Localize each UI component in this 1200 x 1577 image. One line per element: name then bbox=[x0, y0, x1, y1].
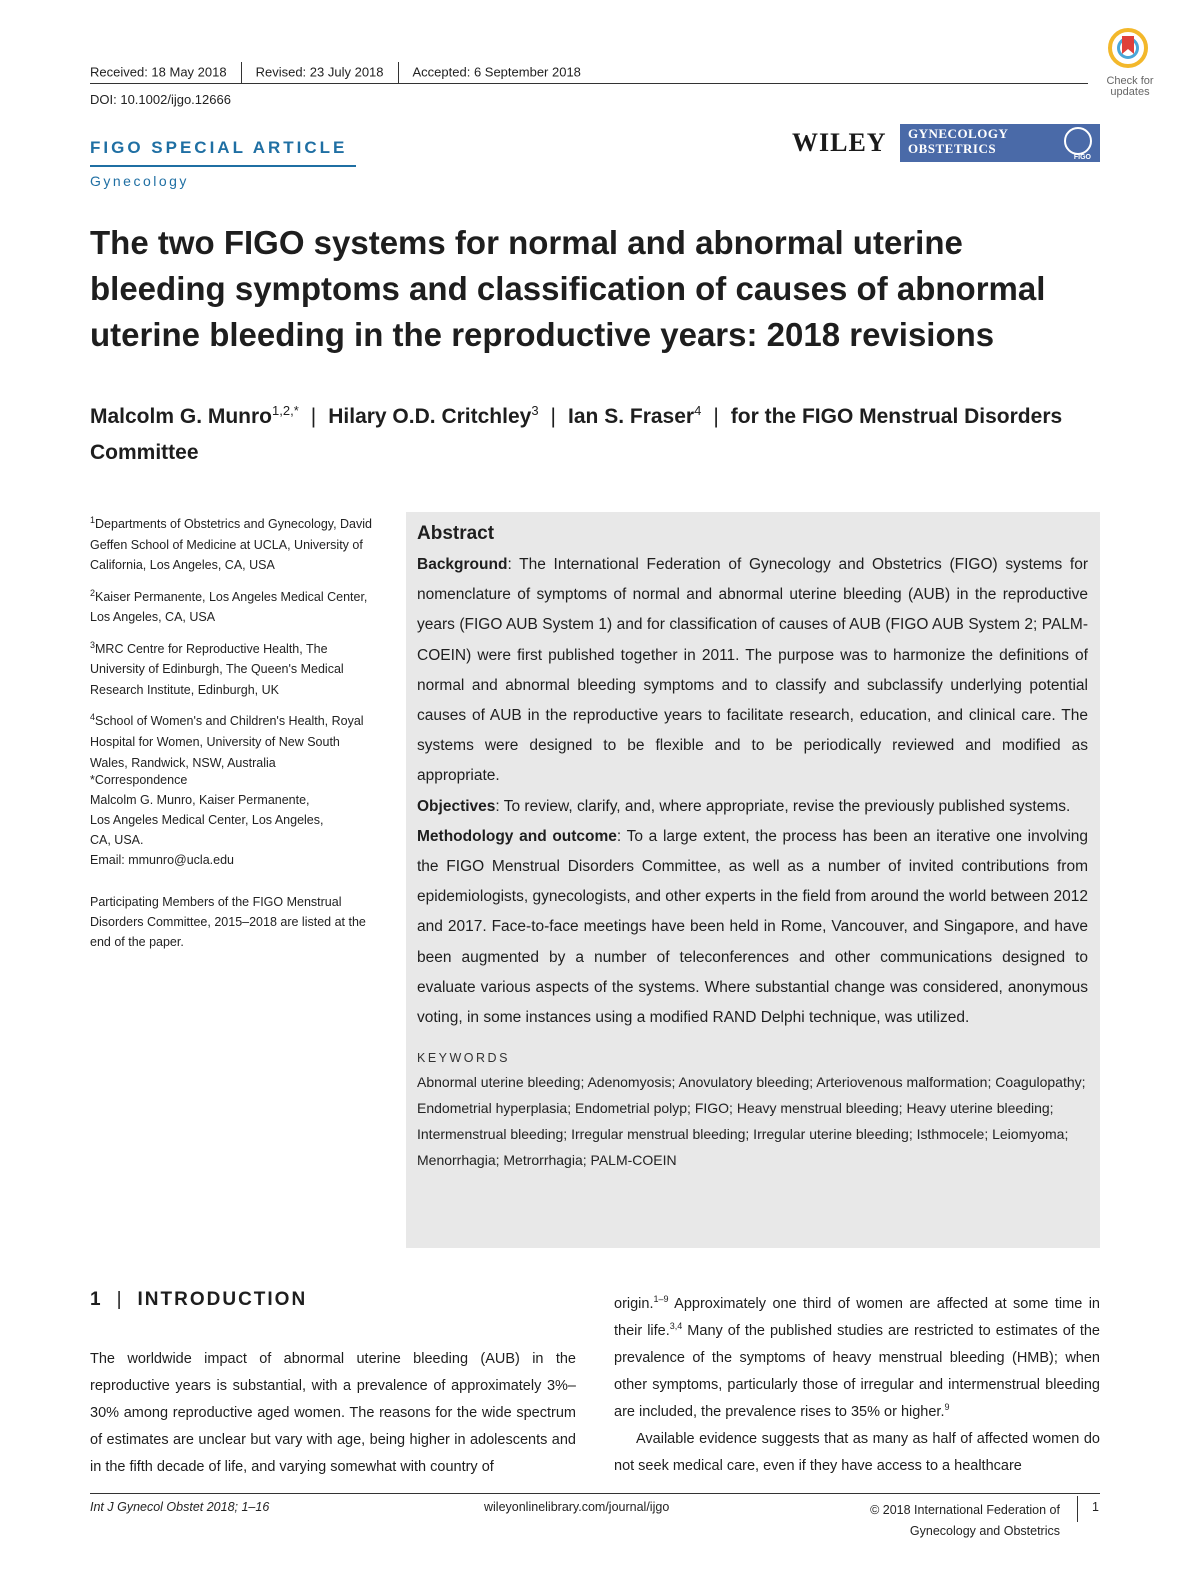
article-type: FIGO SPECIAL ARTICLE bbox=[90, 138, 348, 157]
author-name[interactable]: Malcolm G. Munro bbox=[90, 405, 273, 428]
divider bbox=[398, 62, 399, 84]
affiliation: $^4$School of Women's and Children's Health, Royal Hospital for Women, University of New South Wales, Randwick, NSW, Australia bbox=[90, 712, 364, 770]
author-affiliation-mark[interactable]: 3 bbox=[531, 403, 539, 418]
author-affiliation-mark[interactable]: 4 bbox=[694, 403, 702, 418]
abstract-heading: Abstract bbox=[417, 523, 495, 544]
correspondence-heading: *Correspondence bbox=[90, 773, 188, 787]
revised-date: Revised: 23 July 2018 bbox=[255, 64, 384, 80]
check-for-updates-badge[interactable] bbox=[1090, 24, 1170, 104]
abstract-methodology: Methodology and outcome: To a large extent, the process has been an iterative one involving the FIGO Menstrual Disorders Committee, as well as a number of invited contributions from epidemiologists, gynecologists, and other experts in the field from around the world between 2012 and 2017. Face-to-face meetings have been held in Rome, Vancouver, and Singapore, and have been augmented by a number of teleconferences and other communications designed to evaluate various aspects of the systems. Where substantial change was considered, anonymous voting, in some instances using a modified RAND Delphi technique, was utilized. bbox=[417, 827, 1088, 1027]
divider bbox=[241, 62, 242, 84]
received-date: Received: 18 May 2018 bbox=[90, 64, 227, 80]
figo-emblem-icon bbox=[1064, 127, 1092, 155]
check-updates-label: Check for updates bbox=[1106, 75, 1154, 98]
intro-paragraph: The worldwide impact of abnormal uterine bleeding (AUB) in the reproductive years is substantial, with a prevalence of approximately 3%–30% among reproductive aged women. The reasons for the wide spectrum of estimates are unclear but vary with age, being higher in adolescents and in the fifth decade of life, and varying somewhat with country of bbox=[90, 1351, 576, 1475]
author-name[interactable]: Ian S. Fraser bbox=[568, 405, 695, 428]
abstract-box bbox=[406, 512, 1100, 1248]
accepted-date: Accepted: 6 September 2018 bbox=[412, 64, 581, 80]
affiliation: $^2$Kaiser Permanente, Los Angeles Medical Center, Los Angeles, CA, USA bbox=[90, 587, 368, 625]
citation-ref[interactable]: 9 bbox=[944, 1402, 950, 1413]
affiliation: $^1$Departments of Obstetrics and Gynecology, David Geffen School of Medicine at UCLA, University of California, Los Angeles, CA, USA bbox=[90, 515, 372, 573]
intro-paragraph: Available evidence suggests that as many as half of affected women do not seek medical care, even if they have access to a healthcare bbox=[614, 1431, 1100, 1474]
page-number: 1 bbox=[1092, 1500, 1099, 1514]
footer-copyright: © 2018 International Federation of Gynecology and Obstetrics bbox=[870, 1503, 1060, 1538]
publisher-logo[interactable]: WILEY bbox=[792, 128, 887, 157]
intro-paragraph: origin.$^{1-9}$ Approximately one third of women are affected at some time in their life.$^{3,4}$ Many of the published studies are restricted to estimates of the prevalence of the symptoms of heavy menstrual bleeding (HMB); when other symptoms, particularly those of irregular and intermenstrual bleeding are included, the prevalence rises to 35% or higher.$^9$ bbox=[614, 1294, 1100, 1420]
section-heading: 1 | INTRODUCTION bbox=[90, 1289, 308, 1310]
article-title: The two FIGO systems for normal and abnormal uterine bleeding symptoms and classification of causes of abnormal uterine bleeding in the reproductive years: 2018 revisions bbox=[90, 224, 1046, 353]
footer-divider bbox=[1077, 1496, 1078, 1522]
author-affiliation-mark[interactable]: 1,2,* bbox=[272, 403, 299, 418]
citation-ref[interactable]: 1–9 bbox=[653, 1294, 669, 1305]
header-rule bbox=[90, 83, 1088, 84]
abstract-background: Background: The International Federation of Gynecology and Obstetrics (FIGO) systems for nomenclature of symptoms of normal and abnormal uterine bleeding (AUB) in the reproductive years (FIGO AUB System 1) and for classification of causes of AUB (FIGO AUB System 2; PALM-COEIN) were first published together in 2011. The purpose was to harmonize the definitions of normal and abnormal bleeding symptoms and to classify and subclassify underlying potential causes of AUB in the reproductive years to facilitate research, education, and clinical care. The systems were designed to be flexible and to be periodically reviewed and modified as appropriate. bbox=[417, 556, 1088, 785]
author-name[interactable]: Hilary O.D. Critchley bbox=[328, 405, 532, 428]
footer-url[interactable]: wileyonlinelibrary.com/journal/ijgo bbox=[484, 1500, 670, 1514]
keywords: Abnormal uterine bleeding; Adenomyosis; Anovulatory bleeding; Arteriovenous malformation; Coagulopathy; Endometrial hyperplasia; Endometrial polyp; FIGO; Heavy menstrual bleeding; Heavy uterine bleeding; Intermenstrual bleeding; Irregular menstrual bleeding; Irregular uterine bleeding; Isthmocele; Leiomyoma; Menorrhagia; Metrorrhagia; PALM-COEIN bbox=[417, 1074, 1086, 1169]
article-type-rule bbox=[90, 165, 356, 167]
author-group: for the FIGO Menstrual Disorders Committee bbox=[90, 405, 1063, 464]
dates-line bbox=[90, 62, 581, 84]
article-subject: Gynecology bbox=[90, 173, 189, 189]
keywords-heading: KEYWORDS bbox=[417, 1051, 510, 1066]
correspondence: *Correspondence Malcolm G. Munro, Kaiser Permanente, Los Angeles Medical Center, Los Angeles, CA, USA. Email: mmunro@ucla.edu bbox=[90, 770, 380, 870]
footer-rule bbox=[90, 1493, 1100, 1494]
doi[interactable]: DOI: 10.1002/ijgo.12666 bbox=[90, 92, 231, 107]
author-list: Malcolm G. Munro$^{1,2,*}$ | Hilary O.D. Critchley$^3$ | Ian S. Fraser$^4$ | for the FIGO Menstrual Disorders Committee bbox=[90, 403, 1063, 464]
footer-citation: Int J Gynecol Obstet 2018; 1–16 bbox=[90, 1500, 270, 1514]
affiliations bbox=[90, 510, 380, 780]
intro-column-right bbox=[614, 1291, 1100, 1480]
abstract-objectives: Objectives: To review, clarify, and, where appropriate, revise the previously published systems. bbox=[417, 797, 1071, 815]
journal-logo-text: GYNECOLOGY OBSTETRICS bbox=[908, 126, 1009, 156]
participating-members-note: Participating Members of the FIGO Menstrual Disorders Committee, 2015–2018 are listed at the end of the paper. bbox=[90, 895, 366, 949]
journal-logo-figo: FIGO bbox=[1073, 154, 1091, 161]
journal-logo[interactable] bbox=[900, 124, 1100, 162]
citation-ref[interactable]: 3,4 bbox=[669, 1321, 683, 1332]
correspondence-email[interactable]: Email: mmunro@ucla.edu bbox=[90, 853, 234, 867]
affiliation: $^3$MRC Centre for Reproductive Health, The University of Edinburgh, The Queen's Medical Research Institute, Edinburgh, UK bbox=[90, 639, 344, 697]
